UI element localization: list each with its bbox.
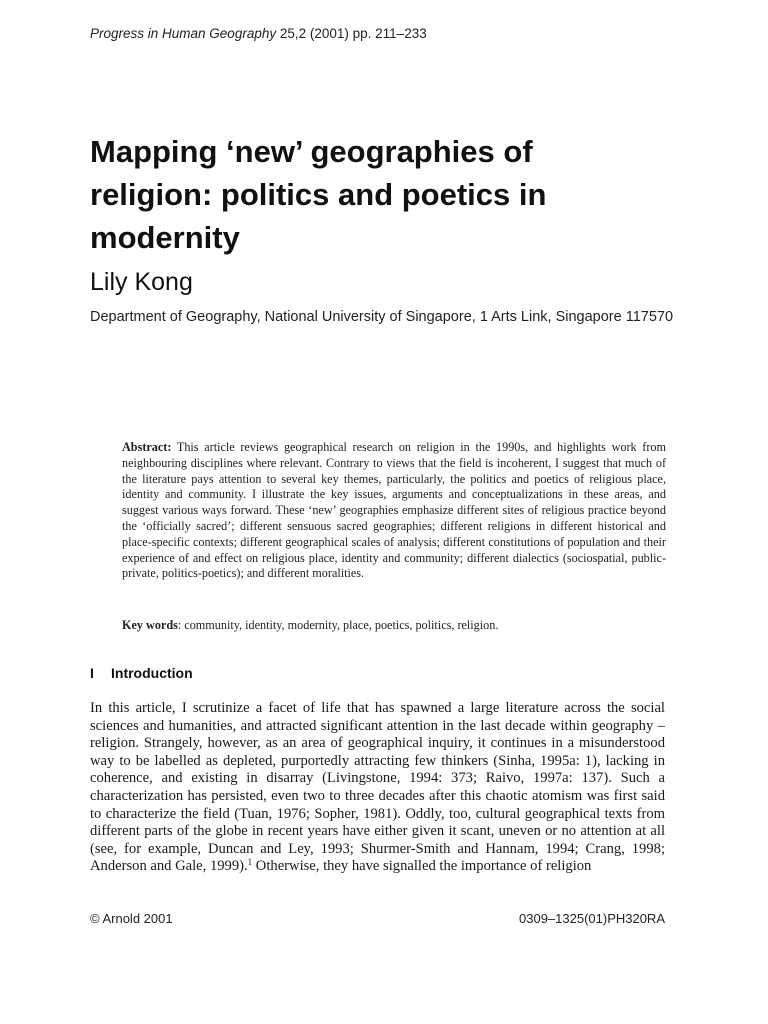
copyright-notice: © Arnold 2001: [90, 911, 173, 926]
article-code: 0309–1325(01)PH320RA: [519, 911, 665, 926]
keywords-label: Key words: [122, 618, 178, 632]
author-name: Lily Kong: [90, 268, 193, 296]
journal-citation: [90, 26, 427, 41]
abstract-label: Abstract:: [122, 440, 172, 454]
abstract: [122, 440, 666, 582]
journal-name: Progress in Human Geography: [90, 26, 277, 41]
body-text-continued: Otherwise, they have signalled the importance of religion: [252, 858, 592, 875]
keywords: [122, 617, 666, 633]
author-affiliation: Department of Geography, National University of Singapore, 1 Arts Link, Singapore 117570: [90, 309, 674, 325]
abstract-text: This article reviews geographical research on religion in the 1990s, and highlights work from neighbouring disciplines where relevant. Contrary to views that the field is incoherent, I suggest that much of the literature pays attention to several key themes, particularly, the politics and poetics of religious place, identity and community. I illustrate the key issues, arguments and conceptualizations in these areas, and suggest various ways forward. These ‘new’ geographies emphasize different sites of religious practice beyond the ‘officially sacred’; different sensuous sacred geographies; different religions in different historical and place-specific contexts; different geographical scales of analysis; different constitutions of population and their experience of and effect on religious place, identity and community; different dialectics (sociospatial, public-private, politics-poetics); and different moralities.: [122, 440, 666, 581]
journal-volume-pages: 25,2 (2001) pp. 211–233: [276, 26, 427, 41]
section-heading: [90, 665, 193, 681]
footnote-marker: 1: [247, 857, 253, 868]
section-number: I: [90, 665, 94, 681]
body-text: In this article, I scrutinize a facet of life that has spawned a large literature across the social sciences and humanities, and attracted significant attention in the last decade within geography – religion. Strangely, however, as an area of geographical inquiry, it continues in a misunderstood way to be labelled as depleted, purportedly attracting few thinkers (Sinha, 1995a: 1), lacking in coherence, and existing in disarray (Livingstone, 1994: 373; Raivo, 1997a: 137). Such a characterization has persisted, even two to three decades after this chaotic atomism was first said to characterize the field (Tuan, 1976; Sopher, 1981). Oddly, too, cultural geographical texts from different parts of the globe in recent years have either given it scant, uneven or no attention at all (see, for example, Duncan and Ley, 1993; Shurmer-Smith and Hannam, 1994; Crang, 1998; Anderson and Gale, 1999).: [90, 700, 665, 875]
section-title: Introduction: [111, 665, 193, 681]
article-title: Mapping ‘new’ geographies of religion: politics and poetics in modernity: [90, 134, 547, 255]
keywords-text: : community, identity, modernity, place, poetics, politics, religion.: [177, 618, 499, 632]
body-paragraph: [90, 700, 665, 876]
